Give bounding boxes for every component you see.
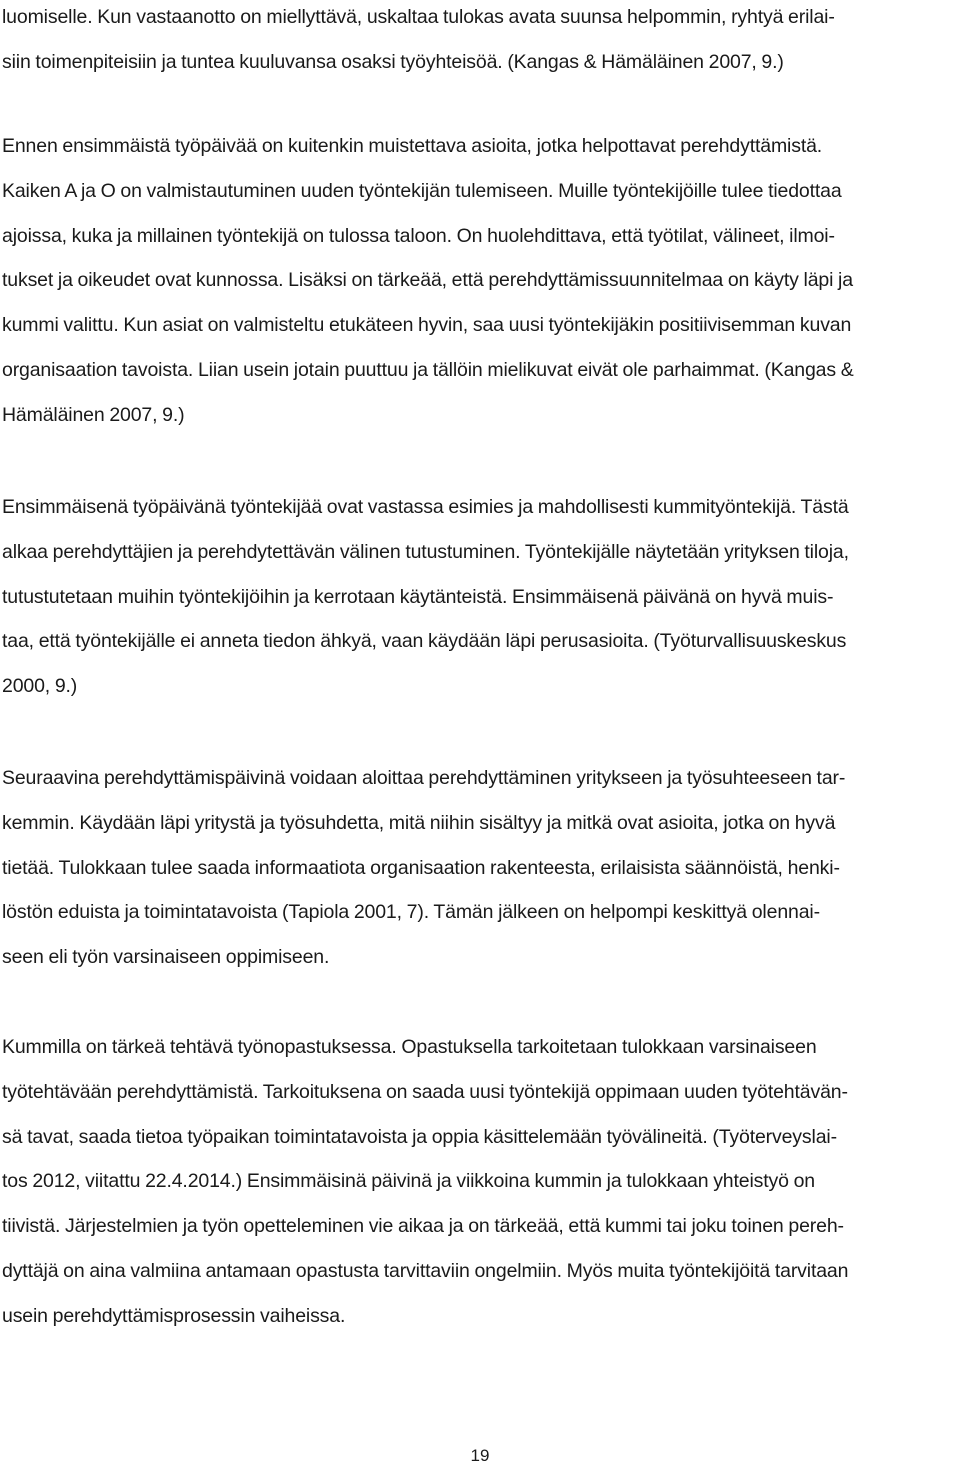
- paragraph-line: usein perehdyttämisprosessin vaiheissa.: [2, 1304, 346, 1327]
- paragraph-line: taa, että työntekijälle ei anneta tiedon ähkyä, vaan käydään läpi perusasioita. (Työturvallisuuskeskus: [2, 630, 847, 653]
- paragraph-5: [2, 1025, 958, 1339]
- paragraph-line: Hämäläinen 2007, 9.): [2, 403, 185, 426]
- paragraph-line: tiivistä. Järjestelmien ja työn opetteleminen vie aikaa ja on tärkeää, että kummi tai joku toinen pereh-: [2, 1215, 844, 1238]
- paragraph-2: [2, 124, 958, 438]
- paragraph-line: tietää. Tulokkaan tulee saada informaatiota organisaation rakenteesta, erilaisista säännöistä, henki-: [2, 856, 840, 879]
- paragraph-line: ajoissa, kuka ja millainen työntekijä on tulossa taloon. On huolehdittava, että työtilat, välineet, ilmoi-: [2, 224, 835, 247]
- paragraph-line: dyttäjä on aina valmiina antamaan opastusta tarvittaviin ongelmiin. Myös muita työntekijöitä tarvitaan: [2, 1259, 849, 1282]
- paragraph-line: tutustutetaan muihin työntekijöihin ja kerrotaan käytänteistä. Ensimmäisenä päivänä on hyvä muis-: [2, 585, 834, 608]
- paragraph-line: työtehtävään perehdyttämistä. Tarkoituksena on saada uusi työntekijä oppimaan uuden työtehtävän-: [2, 1080, 848, 1103]
- paragraph-line: kummi valittu. Kun asiat on valmisteltu etukäteen hyvin, saa uusi työntekijäkin positiivisemman kuvan: [2, 314, 852, 337]
- paragraph-line: seen eli työn varsinaiseen oppimiseen.: [2, 946, 330, 969]
- paragraph-line: kemmin. Käydään läpi yritystä ja työsuhdetta, mitä niihin sisältyy ja mitkä ovat asioita, jotka on hyvä: [2, 811, 836, 834]
- paragraph-line: tukset ja oikeudet ovat kunnossa. Lisäksi on tärkeää, että perehdyttämissuunnitelmaa on käyty läpi ja: [2, 269, 853, 292]
- paragraph-4: [2, 756, 958, 980]
- paragraph-line: sä tavat, saada tietoa työpaikan toimintatavoista ja oppia käsittelemään työvälineitä. (Työterveyslai-: [2, 1125, 837, 1148]
- paragraph-line: siin toimenpiteisiin ja tuntea kuuluvansa osaksi työyhteisöä. (Kangas & Hämäläinen 2007, 9.): [2, 50, 784, 73]
- paragraph-line: Ensimmäisenä työpäivänä työntekijää ovat vastassa esimies ja mahdollisesti kummityöntekijä. Tästä: [2, 496, 849, 518]
- paragraph-line: 2000, 9.): [2, 675, 78, 698]
- paragraph-line: Kummilla on tärkeä tehtävä työnopastuksessa. Opastuksella tarkoitetaan tulokkaan varsinaiseen: [2, 1036, 817, 1058]
- paragraph-line: tos 2012, viitattu 22.4.2014.) Ensimmäisinä päivinä ja viikkoina kummin ja tulokkaan yhteistyö on: [2, 1170, 815, 1193]
- paragraph-line: Kaiken A ja O on valmistautuminen uuden työntekijän tulemiseen. Muille työntekijöille tulee tiedottaa: [2, 179, 842, 202]
- paragraph-line: organisaation tavoista. Liian usein jotain puuttuu ja tällöin mielikuvat eivät ole parhaimmat. (Kangas &: [2, 358, 854, 381]
- paragraph-line: löstön eduista ja toimintatavoista (Tapiola 2001, 7). Tämän jälkeen on helpompi keskittyä olennai-: [2, 901, 820, 924]
- paragraph-line: Ennen ensimmäistä työpäivää on kuitenkin muistettava asioita, jotka helpottavat perehdyttämistä.: [2, 135, 823, 157]
- paragraph-1: [2, 0, 958, 85]
- paragraph-line: luomiselle. Kun vastaanotto on miellyttävä, uskaltaa tulokas avata suunsa helpommin, ryhtyä erilai-: [2, 6, 835, 28]
- paragraph-3: [2, 485, 958, 709]
- paragraph-line: alkaa perehdyttäjien ja perehdytettävän välinen tutustuminen. Työntekijälle näytetään yrityksen tiloja,: [2, 540, 849, 563]
- page-number: 19: [470, 1446, 490, 1465]
- paragraph-line: Seuraavina perehdyttämispäivinä voidaan aloittaa perehdyttäminen yritykseen ja työsuhteeseen tar-: [2, 767, 846, 789]
